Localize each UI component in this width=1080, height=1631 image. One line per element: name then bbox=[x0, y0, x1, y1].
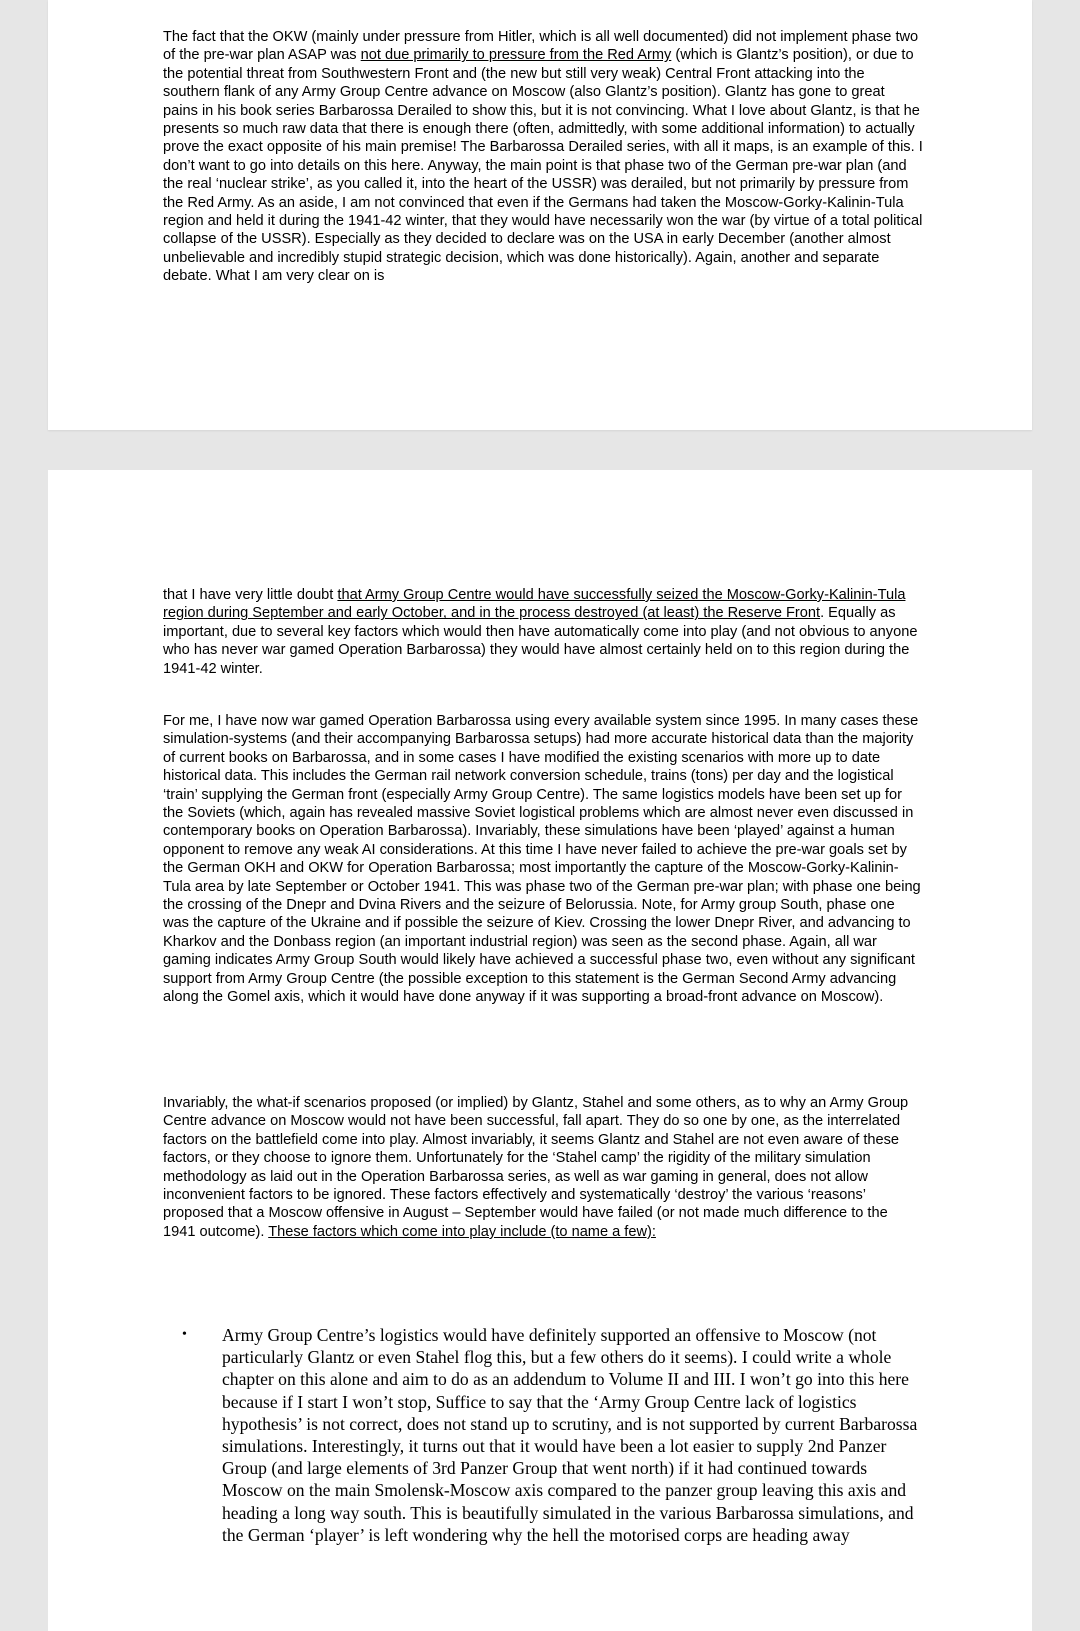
paragraph-war-gaming bbox=[163, 712, 923, 1007]
document-page-1 bbox=[48, 0, 1032, 430]
text-run: For me, I have now war gamed Operation Barbarossa using every available system since 1995. In many cases these simulation-systems (and their accompanying Barbarossa setups) had more accurate historical data than the majority of current books on Barbarossa, and in some cases I have modified the existing scenarios with more up to date historical data. This includes the German rail network conversion schedule, trains (tons) per day and the logistical ‘train’ supplying the German front (especially Army Group Centre). The same logistics models have been set up for the Soviets (which, again has revealed massive Soviet logistical problems which are almost never even discussed in contemporary books on Operation Barbarossa). Invariably, these simulations have been ‘played’ against a human opponent to remove any weak AI considerations. At this time I have never failed to achieve the pre-war goals set by the German OKH and OKW for Operation Barbarossa; most importantly the capture of the Moscow-Gorky-Kalinin-Tula area by late September or October 1941. This was phase two of the German pre-war plan; with phase one being the crossing of the Dnepr and Dvina Rivers and the seizure of Belorussia. Note, for Army group South, phase one was the capture of the Ukraine and if possible the seizure of Kiev. Crossing the lower Dnepr River, and advancing to Kharkov and the Donbass region (an important industrial region) was seen as the second phase. Again, all war gaming indicates Army Group South would likely have achieved a successful phase two, even without any significant support from Army Group Centre (the possible exception to this statement is the German Second Army advancing along the Gomel axis, which it would have done anyway if it was supporting a broad-front advance on Moscow). bbox=[163, 713, 921, 1006]
text-run: Invariably, the what-if scenarios proposed (or implied) by Glantz, Stahel and some others, as to why an Army Group Centre advance on Moscow would not have been successful, fall apart. They do so one by one, as the interrelated factors on the battlefield come into play. Almost invariably, it seems Glantz and Stahel are not even aware of these factors, or they choose to ignore them. Unfortunately for the ‘Stahel camp’ the rigidity of the military simulation methodology as laid out in the Operation Barbarossa series, as well as war gaming in general, does not allow inconvenient factors to be ignored. These factors effectively and systematically ‘destroy’ the various ‘reasons’ proposed that a Moscow offensive in August – September would have failed (or not made much difference to the 1941 outcome). bbox=[163, 1095, 909, 1240]
underlined-text-run: These factors which come into play include (to name a few): bbox=[268, 1223, 656, 1240]
underlined-text-run: not due primarily to pressure from the Red Army bbox=[360, 47, 672, 64]
text-run: . Equally as important, due to several key factors which would then have automatically come into play (and not obvious to anyone who has never war gamed Operation Barbarossa) they would have almost certainly held on to this region during the 1941-42 winter. bbox=[163, 605, 918, 677]
text-run: The fact that the OKW (mainly under pressure from Hitler, which is all well documented) did not implement phase two of the pre-war plan ASAP was bbox=[163, 29, 919, 64]
paragraph-okw-phase-two bbox=[163, 28, 923, 286]
text-run: that I have very little doubt bbox=[163, 587, 338, 603]
paragraph-army-group-centre bbox=[163, 586, 923, 678]
bullet-list-item-logistics bbox=[182, 1324, 927, 1546]
underlined-text-run: that Army Group Centre would have successfully seized the Moscow-Gorky-Kalinin-Tula region during September and early October, and in the process destroyed (at least) the Reserve Front bbox=[163, 587, 906, 622]
bullet-item-text: Army Group Centre’s logistics would have definitely supported an offensive to Moscow (not particularly Glantz or even Stahel flog this, but a few others do it seems). I could write a whole chapter on this alone and aim to do as an addendum to Volume II and III. I won’t go into this here because if I start I won’t stop, Suffice to say that the ‘Army Group Centre lack of logistics hypothesis’ is not correct, does not stand up to scrutiny, and is not supported by current Barbarossa simulations. Interestingly, it turns out that it would have been a lot easier to supply 2nd Panzer Group (and large elements of 3rd Panzer Group that went north) if it had continued towards Moscow on the main Smolensk-Moscow axis compared to the panzer group leaving this axis and heading a long way south. This is beautifully simulated in the various Barbarossa simulations, and the German ‘player’ is left wondering why the hell the motorised corps are heading away bbox=[222, 1325, 918, 1545]
bullet-icon: • bbox=[182, 1327, 187, 1342]
text-run: (which is Glantz’s position), or due to the potential threat from Southwestern Front and (the new but still very weak) Central Front attacking into the southern flank of any Army Group Centre advance on Moscow (also Glantz’s position). Glantz has gone to great pains in his book series Barbarossa Derailed to show this, but it is not convincing. What I love about Glantz, is that he presents so much raw data that there is enough there (often, admittedly, with some additional information) to actually prove the exact opposite of his main premise! The Barbarossa Derailed series, with all it maps, is an example of this. I don’t want to go into details on this here. Anyway, the main point is that phase two of the German pre-war plan (and the real ‘nuclear strike’, as you called it, into the heart of the USSR) was derailed, but not primarily by pressure from the Red Army. As an aside, I am not convinced that even if the Germans had taken the Moscow-Gorky-Kalinin-Tula region and held it during the 1941-42 winter, that they would have necessarily won the war (by virtue of a total political collapse of the USSR). Especially as they decided to declare was on the USA in early December (another almost unbelievable and incredibly stupid strategic decision, which was done historically). Again, another and separate debate. What I am very clear on is bbox=[163, 47, 923, 285]
paragraph-what-if-scenarios bbox=[163, 1094, 923, 1241]
document-page-2 bbox=[48, 470, 1032, 1631]
